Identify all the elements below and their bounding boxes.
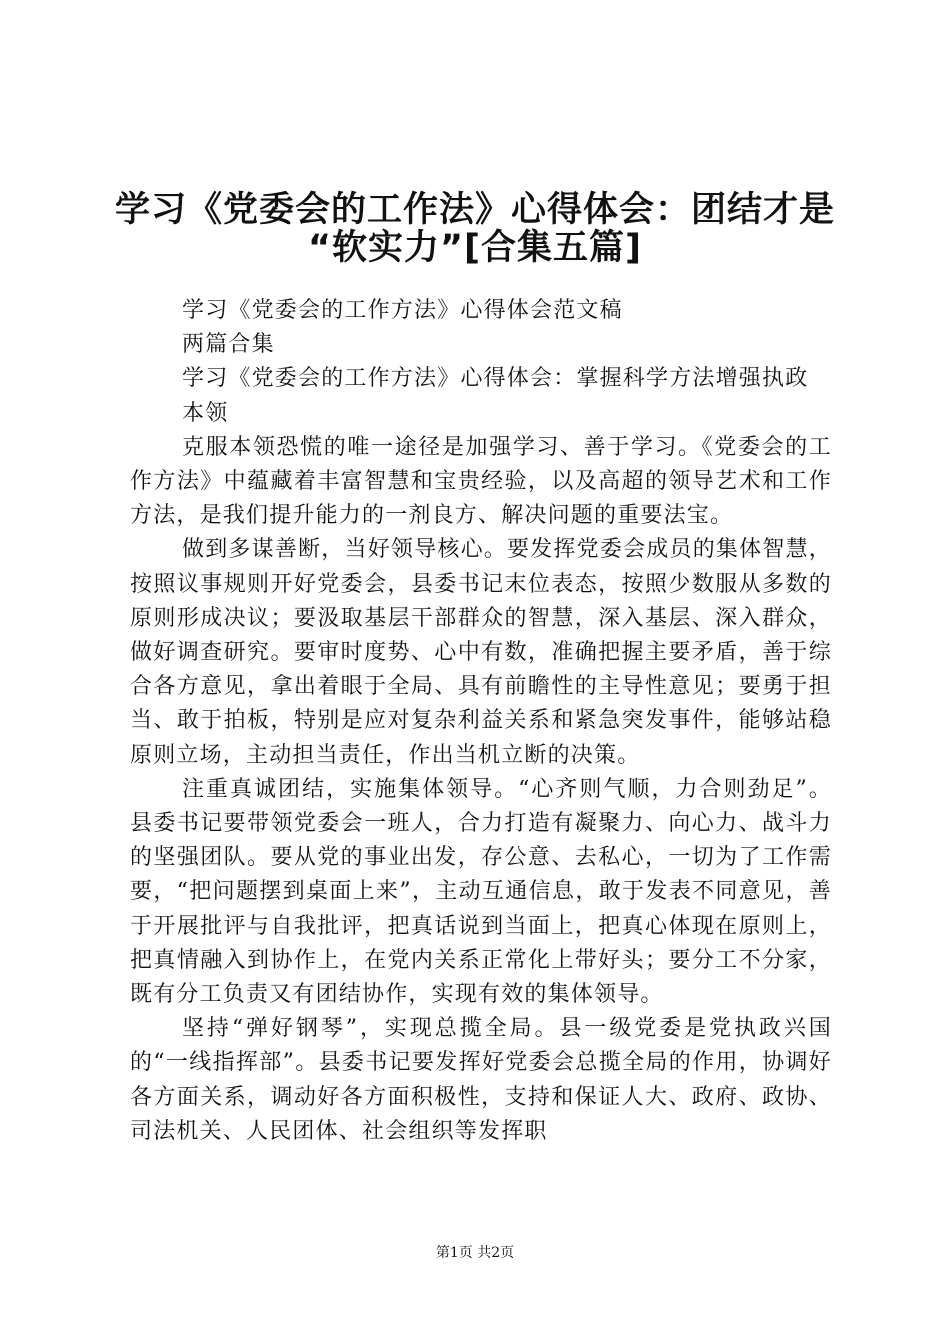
section-heading: 学习《党委会的工作方法》心得体会：掌握科学方法增强执政 [182,366,809,392]
page-footer [0,1243,950,1263]
body-paragraph: 克服本领恐慌的唯一途径是加强学习、善于学习。《党委会的工作方法》中蕴藏着丰富智慧和宝贵经验，以及高超的领导艺术和工作方法，是我们提升能力的一剂良方、解决问题的重要法宝。 [130,434,832,529]
document-body [130,294,832,1149]
document-title-line-1: 学习《党委会的工作法》心得体会：团结才是 [114,190,835,230]
page-number-total: 共2页 [477,1245,515,1261]
document-title-line-2: “软实力”[合集五篇] [308,228,642,268]
body-paragraph: 注重真诚团结，实施集体领导。“心齐则气顺，力合则劲足”。县委书记要带领党委会一班人，合力打造有凝聚力、向心力、战斗力的坚强团队。要从党的事业出发，存公意、去私心，一切为了工作需要，“把问题摆到桌面上来”，主动互通信息，敢于发表不同意见，善于开展批评与自我批评，把真话说到当面上，把真心体现在原则上，把真情融入到协作上，在党内关系正常化上带好头；要分工不分家，既有分工负责又有团结协作，实现有效的集体领导。 [130,776,832,1008]
page-number-current: 第1页 [435,1245,473,1261]
body-paragraph: 坚持“弹好钢琴”，实现总揽全局。县一级党委是党执政兴国的“一线指挥部”。县委书记要发挥好党委会总揽全局的作用，协调好各方面关系，调动好各方面积极性，支持和保证人大、政府、政协、司法机关、人民团体、社会组织等发挥职 [130,1016,832,1144]
subtitle-paragraph: 两篇合集 [182,332,275,358]
section-heading: 本领 [182,400,229,426]
subtitle-paragraph: 学习《党委会的工作方法》心得体会范文稿 [182,298,623,323]
body-paragraph: 做到多谋善断，当好领导核心。要发挥党委会成员的集体智慧，按照议事规则开好党委会，县委书记末位表态，按照少数服从多数的原则形成决议；要汲取基层干部群众的智慧，深入基层、深入群众，做好调查研究。要审时度势、心中有数，准确把握主要矛盾，善于综合各方意见，拿出着眼于全局、具有前瞻性的主导性意见；要勇于担当、敢于拍板，特别是应对复杂利益关系和紧急突发事件，能够站稳原则立场，主动担当责任，作出当机立断的决策。 [130,537,832,768]
